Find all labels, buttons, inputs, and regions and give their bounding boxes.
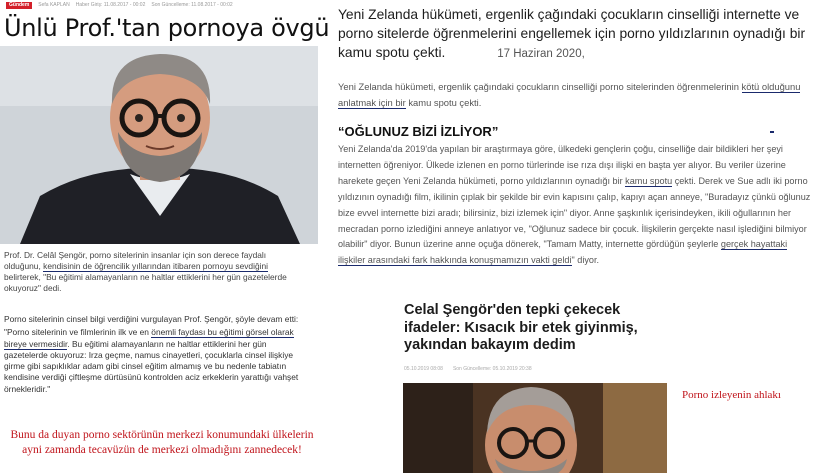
- right-body: [338, 142, 814, 269]
- caption-quote: "Bu eğitimi alamayanların ne haltlar ettiklerini her gün gazetelerde okuyoruz" dedi.: [4, 272, 287, 293]
- updated-time: Son Güncelleme: 11.08.2017 - 00:02: [151, 2, 233, 8]
- right-article: [326, 0, 818, 300]
- caption-underlined: kendisinin de öğrencilik yıllarından itibaren pornoyu sevdiğini: [43, 261, 268, 271]
- left-article-body: [4, 314, 310, 397]
- second-meta: [404, 366, 532, 372]
- body-text-b: çekti. Derek ve Sue adlı iki porno yıldızının oynadığı film, ikilinin çıplak bir şekilde bir evin kapısını çalıp, kapıyı açan anneye, "Buradayız çünkü oğlunuz bize evvel internette bizi aradı; bilirsiniz, bizi izlemek için" diyor. Anne şaşkınlık içerisindeyken, ikili oğullarının her mecradan porno izlediğini anneye anlatıyor ve, "Oğlunuz sadece bir çocuk. İlişkilerin gerçekte nasıl işlediğini bilmiyor olabilir" diyor. Bunun üzerine anne oçuğa dönerek, "Tamam Matty, internette gördüğün şeylerle: [338, 175, 811, 250]
- body-underlined-2: gerçek hayattaki ilişkiler arasındaki fark hakkında konuşmamızın vakti geldi: [338, 239, 788, 266]
- quote-underlined: önemli faydası bu eğitimi görsel olarak bireye vermesidir: [4, 327, 294, 349]
- lead-text: Yeni Zelanda hükümeti, ergenlik çağındaki çocukların cinselliği porno sitelerinden öğrenmelerinin: [338, 81, 739, 92]
- left-clipping: [0, 0, 330, 473]
- body-underlined-1: kamu spotu: [625, 175, 673, 186]
- portrait-illustration: [0, 46, 318, 244]
- byline: [6, 0, 233, 10]
- second-headline[interactable]: Celal Şengör'den tepki çekecek ifadeler: Kısacık bir etek giyinmiş, yakından bakayım dedim: [404, 302, 638, 353]
- second-updated: Son Güncelleme: 05.10.2019 20:38: [452, 366, 532, 372]
- portrait-photo: [0, 46, 318, 244]
- left-headline: Ünlü Prof.'tan pornoya övgü: [4, 14, 330, 42]
- body-text-c: " diyor.: [571, 255, 600, 266]
- subheading: “OĞLUNUZ BİZİ İZLİYOR”: [338, 124, 499, 139]
- side-commentary: Porno izleyenin ahlakı: [682, 389, 781, 401]
- photo-caption: [4, 250, 304, 294]
- author: Sefa KAPLAN: [38, 2, 70, 8]
- caption-text: Prof. Dr. Celâl Şengör, porno sitelerinin insanlar için son derece faydalı olduğunu,: [4, 250, 267, 271]
- left-paragraph: Porno sitelerinin cinsel bilgi verdiğini vurgulayan Prof. Şengör, şöyle devam etti:: [4, 314, 299, 324]
- body-text-a: Yeni Zelanda'da 2019'da yapılan bir araştırmaya göre, ülkedeki gençlerin çoğu, cinselliğe dair bildikleri her şeyi internetten öğreniyor. Ülkede izlenen en porno türlerinde ise rıza dışı ilişki en başta yer alıyor. Bu veriler üzerine harekete geçen Yeni Zelanda hükümeti, porno yıldızlarının oynadığı bir: [338, 144, 786, 186]
- left-paragraph-quote: [4, 327, 310, 395]
- quote-end: . Bu eğitimi alamayanların ne haltlar ettiklerini her gün gazetelerde okuyoruz: Irza geçme, namus cinayetleri, çocuklarla cinsel ilişkiye girme gibi sapıklıklar adam gibi cinsel eğitim almamış ve bu nedenle tabiatın kendisine verdiği çiftleşme dürtüsünü kontrolden aciz erkeklerin yarattığı vahşet örnekleridir.": [4, 338, 299, 394]
- lead-text-end: kamu spotu çekti.: [408, 97, 482, 108]
- second-photo[interactable]: [403, 383, 667, 473]
- quote-start: "Porno sitelerinin ve filmlerinin ilk ve en: [4, 327, 149, 338]
- article-date: 17 Haziran 2020,: [497, 48, 585, 60]
- second-portrait-illustration: [403, 383, 667, 473]
- right-headline: [338, 5, 808, 64]
- lead-underlined: kötü olduğunu anlatmak için bir: [338, 81, 801, 108]
- right-lead: [338, 79, 808, 111]
- ink-mark: [770, 131, 774, 133]
- second-published: 05.10.2019 08:08: [404, 366, 443, 372]
- red-commentary: Bunu da duyan porno sektörünün merkezi konumundaki ülkelerin ayni zamanda tecavüzün de merkezi olmadığını zannedecek!: [10, 429, 314, 456]
- category-tag[interactable]: Gündem: [6, 2, 32, 9]
- published-time: Haber Giriş: 11.08.2017 - 00:02: [75, 2, 146, 8]
- caption-text-end: belirterek,: [4, 272, 41, 282]
- headline-text: Yeni Zelanda hükümeti, ergenlik çağındaki çocukların cinselliği internette ve porno sitelerde öğrenmelerini engellemek için porno yıldızlarının oynadığı bir kamu spotu çekti.: [338, 7, 806, 60]
